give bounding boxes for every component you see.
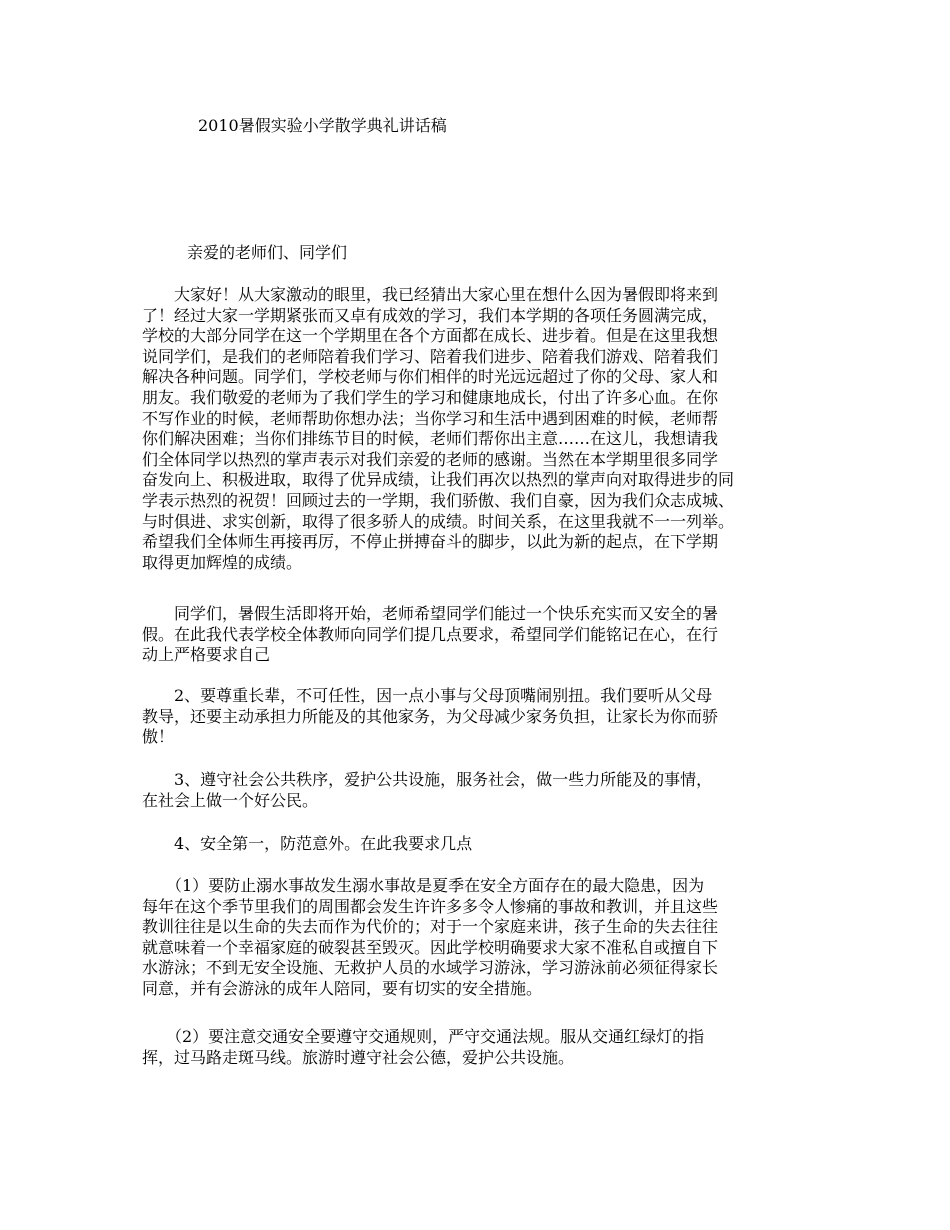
- paragraph-line: 们全体同学以热烈的掌声表示对我们亲爱的老师的感谢。当然在本学期里很多同学: [142, 449, 719, 469]
- paragraph-summer-notice: [142, 604, 807, 666]
- paragraph-line: 每年在这个季节里我们的周围都会发生许许多多令人惨痛的事故和教训，并且这些: [142, 896, 719, 916]
- paragraph-item-4: [142, 834, 807, 855]
- paragraph-line: 取得更加辉煌的成绩。: [142, 552, 303, 572]
- paragraph-line: 教训往往是以生命的失去而作为代价的；对于一个家庭来讲，孩子生命的失去往往: [142, 917, 719, 937]
- paragraph-line: 同学们，暑假生活即将开始，老师希望同学们能过一个快乐充实而又安全的暑: [142, 604, 719, 623]
- paragraph-line: 假。在此我代表学校全体教师向同学们提几点要求，希望同学们能铭记在心，在行: [142, 624, 719, 644]
- paragraph-line: 学表示热烈的祝贺！回顾过去的一学期，我们骄傲、我们自豪，因为我们众志成城、: [142, 490, 735, 510]
- paragraph-line: 就意味着一个幸福家庭的破裂甚至毁灭。因此学校明确要求大家不准私自或擅自下: [142, 937, 719, 957]
- paragraph-line: 傲！: [142, 727, 175, 747]
- paragraph-line: （1）要防止溺水事故发生溺水事故是夏季在安全方面存在的最大隐患，因为: [142, 876, 705, 895]
- paragraph-line: 希望我们全体师生再接再厉，不停止拼搏奋斗的脚步，以此为新的起点，在下学期: [142, 532, 719, 552]
- paragraph-intro: [142, 285, 807, 573]
- greeting: 亲爱的老师们、同学们: [187, 243, 348, 262]
- paragraph-line: 学校的大部分同学在这一个学期里在各个方面都在成长、进步着。但是在这里我想: [142, 326, 719, 346]
- paragraph-item-3: [142, 770, 807, 811]
- paragraph-line: 同意，并有会游泳的成年人陪同，要有切实的安全措施。: [142, 978, 543, 998]
- paragraph-line: 解决各种问题。同学们，学校老师与你们相伴的时光远远超过了你的父母、家人和: [142, 367, 719, 387]
- paragraph-line: 在社会上做一个好公民。: [142, 790, 319, 810]
- paragraph-line: 不写作业的时候，老师帮助你想办法；当你学习和生活中遇到困难的时候，老师帮: [142, 408, 719, 428]
- paragraph-line: （2）要注意交通安全要遵守交通规则，严守交通法规。服从交通红绿灯的指: [142, 1027, 705, 1046]
- paragraph-line: 与时俱进、求实创新，取得了很多骄人的成绩。时间关系，在这里我就不一一列举。: [142, 511, 735, 531]
- paragraph-line: 说同学们，是我们的老师陪着我们学习、陪着我们进步、陪着我们游戏、陪着我们: [142, 346, 719, 366]
- paragraph-line: 了！经过大家一学期紧张而又卓有成效的学习，我们本学期的各项任务圆满完成，: [142, 305, 719, 325]
- paragraph-line: 挥，过马路走斑马线。旅游时遵守社会公德，爱护公共设施。: [142, 1047, 575, 1067]
- paragraph-line: 3、遵守社会公共秩序，爱护公共设施，服务社会，做一些力所能及的事情，: [142, 770, 713, 789]
- document-title: 2010暑假实验小学散学典礼讲话稿: [198, 116, 447, 135]
- paragraph-line: 奋发向上、积极进取，取得了优异成绩，让我们再次以热烈的掌声向对取得进步的同: [142, 470, 735, 490]
- paragraph-line: 教导，还要主动承担力所能及的其他家务，为父母减少家务负担，让家长为你而骄: [142, 706, 719, 726]
- paragraph-line: 动上严格要求自己: [142, 645, 271, 665]
- paragraph-line: 4、安全第一，防范意外。在此我要求几点: [142, 834, 473, 853]
- paragraph-item-4-2: [142, 1027, 807, 1068]
- paragraph-line: 大家好！从大家激动的眼里，我已经猜出大家心里在想什么因为暑假即将来到: [142, 285, 719, 304]
- paragraph-item-4-1: [142, 876, 807, 1000]
- paragraph-item-2: [142, 686, 807, 748]
- paragraph-line: 你们解决困难；当你们排练节目的时候，老师们帮你出主意……在这儿，我想请我: [142, 429, 719, 449]
- paragraph-line: 朋友。我们敬爱的老师为了我们学生的学习和健康地成长，付出了许多心血。在你: [142, 387, 719, 407]
- paragraph-line: 2、要尊重长辈，不可任性，因一点小事与父母顶嘴闹别扭。我们要听从父母: [142, 686, 713, 705]
- paragraph-line: 水游泳；不到无安全设施、无救护人员的水域学习游泳，学习游泳前必须征得家长: [142, 958, 719, 978]
